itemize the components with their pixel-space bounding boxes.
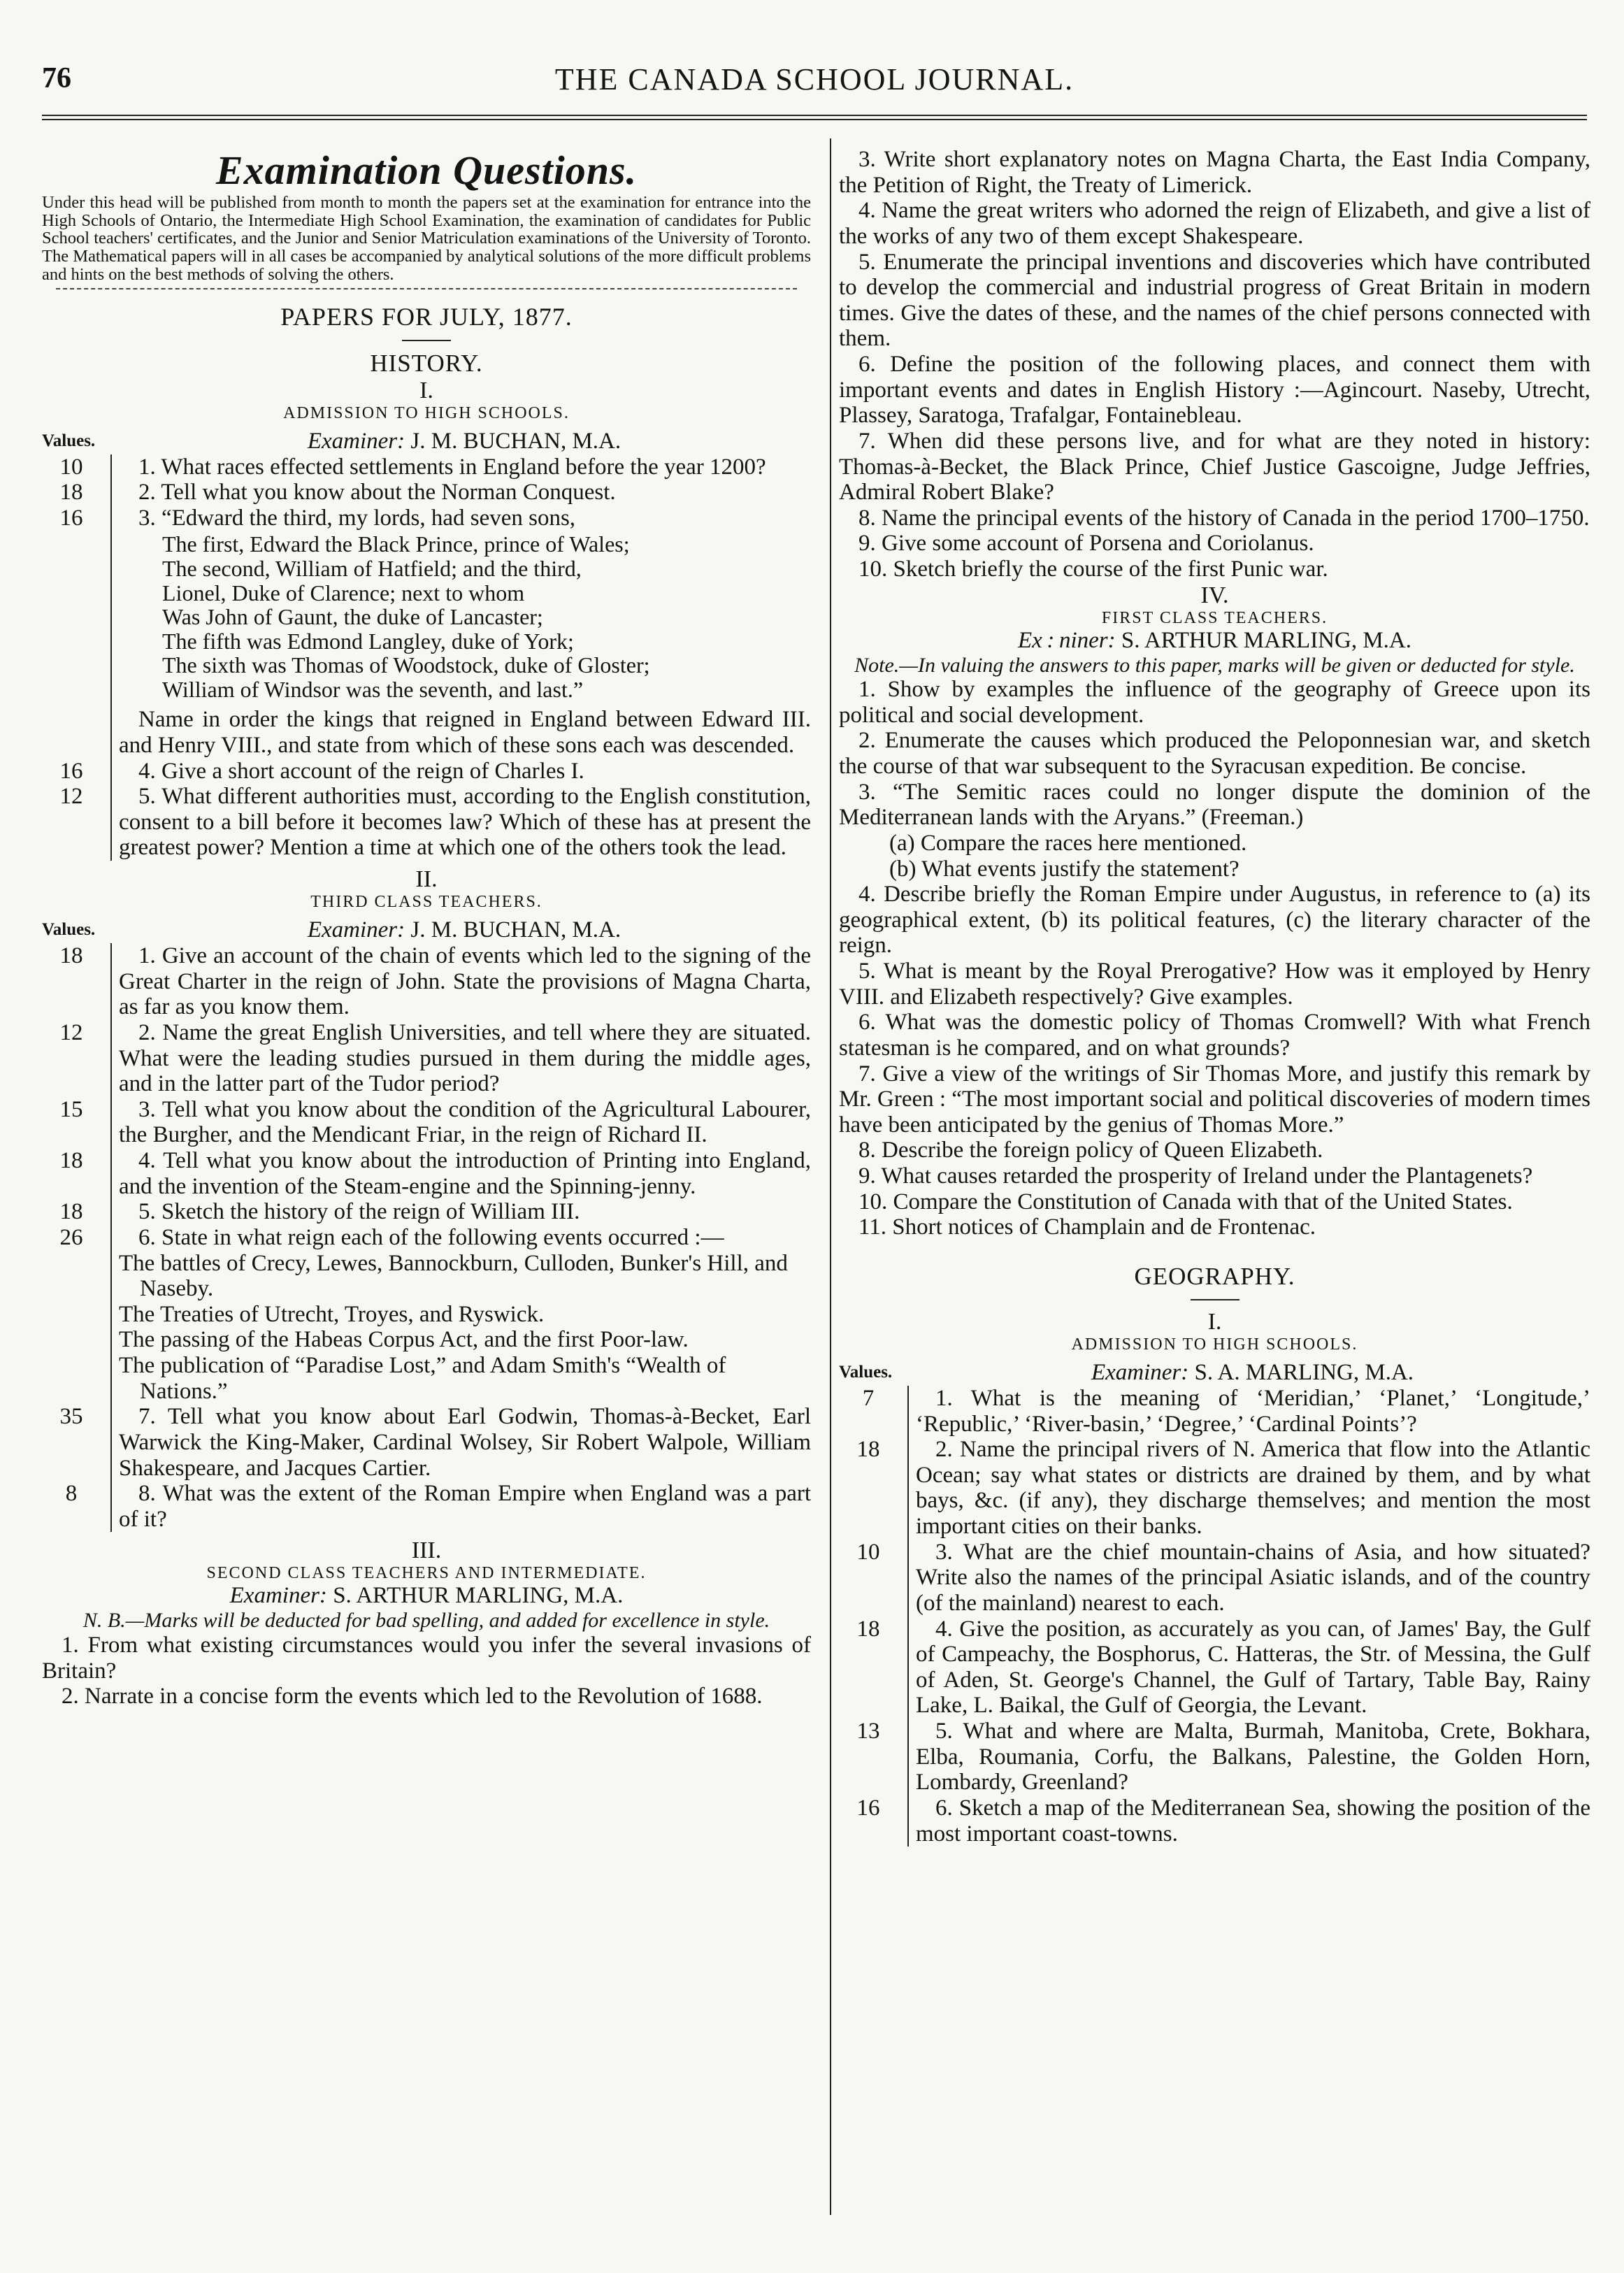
question: 7. When did these persons live, and for what are they noted in history: Thomas-à-Becket, the Black Prince, Chief Justice Gascoigne, Judge Jeffries, Admiral Robert Blake? xyxy=(839,428,1590,505)
question-value: 18 xyxy=(59,480,83,505)
values-label: Values. xyxy=(42,431,96,450)
history-section-1-audience: ADMISSION TO HIGH SCHOOLS. xyxy=(283,403,570,422)
question: 4. Describe briefly the Roman Empire under Augustus, in reference to (a) its geographical extent, (b) its political features, (c) the literary character of the reign. xyxy=(839,882,1590,959)
examiner-label: Examiner: xyxy=(307,428,405,454)
poem-line: 3. “Edward the third, my lords, had seven sons, xyxy=(138,505,576,531)
examiner-name: J. M. BUCHAN, M.A. xyxy=(410,428,621,454)
question-value: 18 xyxy=(59,943,83,969)
examiner-line xyxy=(839,628,1590,654)
question-value: 12 xyxy=(59,1019,83,1045)
history-section-2-questions xyxy=(42,917,811,1532)
history-section-2-numeral: II. xyxy=(415,866,438,893)
examiner-label: Examiner: xyxy=(307,917,405,943)
question-value: 18 xyxy=(59,1199,83,1225)
history-section-1-questions xyxy=(42,429,811,861)
question: 9. Give some account of Porsena and Coriolanus. xyxy=(858,531,1314,557)
question: 7. Give a view of the writings of Sir Thomas More, and justify this remark by Mr. Green : “The most important social and political discoveries of modern times have been anticipated by the genius of Thomas More.” xyxy=(839,1061,1590,1138)
question-value: 10 xyxy=(59,454,83,480)
question: 1. Show by examples the influence of the geography of Greece upon its political and social development. xyxy=(839,677,1590,728)
values-label: Values. xyxy=(42,920,96,940)
poem-line: Lionel, Duke of Clarence; next to whom xyxy=(162,580,525,605)
question: 6. State in what reign each of the following events occurred :— xyxy=(138,1224,724,1250)
question: 4. Give the position, as accurately as you can, of James' Bay, the Gulf of Campeachy, the Bosphorus, C. Hatteras, the Str. of Messina, the Gulf of Aden, St. George's Channel, the Gulf of Tartary, Table Bay, Rainy Lake, L. Baikal, the Gulf of Georgia, the Levant. xyxy=(916,1616,1590,1719)
examiner-line xyxy=(117,917,811,943)
question-value: 8 xyxy=(65,1481,78,1507)
question: 8. Describe the foreign policy of Queen Elizabeth. xyxy=(858,1138,1323,1163)
event-item: The battles of Crecy, Lewes, Bannockburn, Culloden, Bunker's Hill, and Naseby. xyxy=(119,1250,788,1302)
header-rule-thin xyxy=(42,119,1587,120)
section-note: N. B.—Marks will be deducted for bad spelling, and added for excellence in style. xyxy=(82,1609,770,1633)
question-value: 26 xyxy=(59,1224,83,1250)
question: 5. What is meant by the Royal Prerogative? How was it employed by Henry VIII. and Elizabeth respectively? Give examples. xyxy=(839,959,1590,1010)
question: 8. What was the extent of the Roman Empire when England was a part of it? xyxy=(119,1481,811,1532)
question: 8. Name the principal events of the history of Canada in the period 1700–1750. xyxy=(858,505,1590,531)
sub-question: (b) What events justify the statement? xyxy=(889,856,1239,882)
question: 3. “The Semitic races could no longer dispute the dominion of the Mediterranean lands with the Aryans.” (Freeman.) xyxy=(839,779,1590,831)
poem-line: William of Windsor was the seventh, and last.” xyxy=(162,676,584,702)
examiner-name: J. M. BUCHAN, M.A. xyxy=(410,917,621,943)
section-heading: Examination Questions. xyxy=(215,148,638,193)
geography-section-1-questions xyxy=(839,1360,1590,1847)
question: 9. What causes retarded the prosperity of Ireland under the Plantagenets? xyxy=(858,1163,1533,1189)
column-divider xyxy=(830,138,831,2215)
examiner-line xyxy=(117,429,811,454)
question: 10. Sketch briefly the course of the first Punic war. xyxy=(858,557,1328,582)
question: 3. What are the chief mountain-chains of Asia, and how situated? Write also the names of the principal Asiatic islands, and of the country (of the mainland) nearest to each. xyxy=(916,1539,1590,1616)
question: 2. Narrate in a concise form the events which led to the Revolution of 1688. xyxy=(62,1684,763,1709)
geography-section-1-audience: ADMISSION TO HIGH SCHOOLS. xyxy=(1071,1335,1358,1354)
question: 5. Enumerate the principal inventions and discoveries which have contributed to develop the commercial and industrial progress of Great Britain in modern times. Give the dates of these, and the names of the chief persons connected with them. xyxy=(839,249,1590,352)
history-section-2-audience: THIRD CLASS TEACHERS. xyxy=(310,893,542,912)
question-value: 18 xyxy=(856,1616,880,1642)
question: 2. Name the principal rivers of N. America that flow into the Atlantic Ocean; say what states or districts are drained by them, and by what bays, &c. (if any), they discharge themselves; and mention the most important cities on their banks. xyxy=(916,1437,1590,1540)
poem-line: Was John of Gaunt, the duke of Lancaster; xyxy=(162,604,543,630)
geography-section-1-numeral: I. xyxy=(1207,1308,1222,1335)
question: 4. Give a short account of the reign of Charles I. xyxy=(138,758,584,784)
papers-title: PAPERS FOR JULY, 1877. xyxy=(280,302,573,331)
examiner-name: S. ARTHUR MARLING, M.A. xyxy=(333,1583,624,1609)
question-value: 13 xyxy=(856,1719,880,1744)
header-rule xyxy=(42,115,1587,116)
question-value: 12 xyxy=(59,784,83,810)
question: 4. Name the great writers who adorned the reign of Elizabeth, and give a list of the works of any two of them except Shakespeare. xyxy=(839,198,1590,249)
event-item: The passing of the Habeas Corpus Act, and the first Poor-law. xyxy=(119,1327,689,1353)
history-title: HISTORY. xyxy=(370,349,483,377)
question: 3. Tell what you know about the condition of the Agricultural Labourer, the Burgher, and the Mendicant Friar, in the reign of Richard II. xyxy=(119,1096,811,1148)
question: 5. Sketch the history of the reign of William III. xyxy=(138,1199,580,1225)
event-item: The publication of “Paradise Lost,” and Adam Smith's “Wealth of Nations.” xyxy=(119,1353,726,1404)
examiner-name: S. ARTHUR MARLING, M.A. xyxy=(1121,627,1412,653)
dashed-separator xyxy=(56,288,797,289)
question: 6. Define the position of the following places, and connect them with important events and dates in English History :—Agincourt. Naseby, Utrecht, Plassey, Saratoga, Trafalgar, Fontainebleau. xyxy=(839,352,1590,429)
question-value: 35 xyxy=(59,1404,83,1430)
page-header xyxy=(42,62,1587,103)
question-continuation: Name in order the kings that reigned in England between Edward III. and Henry VIII., and state from which of these sons each was descended. xyxy=(119,707,811,758)
page-number: 76 xyxy=(42,62,71,94)
question: 5. What and where are Malta, Burmah, Manitoba, Crete, Bokhara, Elba, Roumania, Corfu, the Balkans, Palestine, the Golden Horn, Lombardy, Greenland? xyxy=(916,1719,1590,1795)
short-rule xyxy=(1191,1299,1239,1300)
history-section-4-numeral: IV. xyxy=(1200,582,1229,608)
values-label: Values. xyxy=(839,1362,893,1382)
question: 2. Name the great English Universities, and tell where they are situated. What were the leading studies pursued in them during the middle ages, and in the latter part of the Tudor period? xyxy=(119,1019,811,1097)
short-rule xyxy=(402,340,451,341)
history-section-1-numeral: I. xyxy=(419,377,433,403)
geography-title: GEOGRAPHY. xyxy=(1134,1262,1295,1290)
question: 1. What races effected settlements in England before the year 1200? xyxy=(138,454,766,480)
question-value: 7 xyxy=(862,1385,875,1411)
poem xyxy=(162,532,811,701)
left-column xyxy=(42,147,811,1709)
history-section-4-audience: FIRST CLASS TEACHERS. xyxy=(1101,608,1328,627)
question-value: 18 xyxy=(59,1148,83,1174)
examiner-label: Examiner: xyxy=(229,1583,327,1609)
question-value: 16 xyxy=(59,758,83,784)
right-column xyxy=(839,147,1590,1852)
question: 6. Sketch a map of the Mediterranean Sea, showing the position of the most important coast-towns. xyxy=(916,1795,1590,1847)
poem-line: The first, Edward the Black Prince, prince of Wales; xyxy=(162,531,630,557)
question: 10. Compare the Constitution of Canada with that of the United States. xyxy=(858,1189,1513,1214)
question-value: 10 xyxy=(856,1539,880,1565)
question: 1. From what existing circumstances would you infer the several invasions of Britain? xyxy=(42,1633,811,1684)
intro-paragraph: Under this head will be published from month to month the papers set at the examination for entrance into the High Schools of Ontario, the Intermediate High School Examination, the examination of candidates for Public School teachers' certificates, and the Junior and Senior Matriculation examinations of the University of Toronto. The Mathematical papers will in all cases be accompanied by analytical solutions of the more difficult problems and hints on the best methods of solving the others. xyxy=(42,193,811,284)
poem-line: The second, William of Hatfield; and the third, xyxy=(162,556,582,582)
history-section-3-numeral: III. xyxy=(411,1537,442,1564)
event-item: The Treaties of Utrecht, Troyes, and Ryswick. xyxy=(119,1301,545,1327)
poem-line: The fifth was Edmond Langley, duke of York; xyxy=(162,628,574,654)
question: 6. What was the domestic policy of Thomas Cromwell? With what French statesman is he compared, and on what grounds? xyxy=(839,1010,1590,1061)
question: 3. Write short explanatory notes on Magna Charta, the East India Company, the Petition of Right, the Treaty of Limerick. xyxy=(839,147,1590,198)
question-value: 18 xyxy=(856,1437,880,1463)
examiner-line xyxy=(914,1360,1590,1386)
poem-line: The sixth was Thomas of Woodstock, duke of Gloster; xyxy=(162,652,650,678)
question: 7. Tell what you know about Earl Godwin, Thomas-à-Becket, Earl Warwick the King-Maker, Cardinal Wolsey, Sir Robert Walpole, William Shakespeare, and Jacques Cartier. xyxy=(119,1404,811,1481)
question-value: 16 xyxy=(856,1795,880,1821)
question: 2. Tell what you know about the Norman Conquest. xyxy=(138,480,616,505)
question: 5. What different authorities must, according to the English constitution, consent to a bill before it becomes law? Which of these has at present the greatest power? Mention a time at which one of the others took the lead. xyxy=(119,784,811,861)
journal-title: THE CANADA SCHOOL JOURNAL. xyxy=(554,62,1075,96)
examiner-name: S. A. MARLING, M.A. xyxy=(1194,1359,1414,1385)
sub-question: (a) Compare the races here mentioned. xyxy=(889,830,1247,856)
question: 2. Enumerate the causes which produced the Peloponnesian war, and sketch the course of that war subsequent to the Syracusan expedition. Be concise. xyxy=(839,728,1590,780)
question: 4. Tell what you know about the introduction of Printing into England, and the invention of the Steam-engine and the Spinning-jenny. xyxy=(119,1148,811,1199)
question: 1. What is the meaning of ‘Meridian,’ ‘Planet,’ ‘Longitude,’ ‘Republic,’ ‘River-basin,’ ‘Degree,’ ‘Cardinal Points’? xyxy=(916,1385,1590,1437)
question-value: 16 xyxy=(59,505,83,531)
question-value: 15 xyxy=(59,1096,83,1122)
examiner-label: Examiner: xyxy=(1091,1359,1189,1385)
examiner-line xyxy=(42,1583,811,1609)
question: 1. Give an account of the chain of events which led to the signing of the Great Charter in the reign of John. State the provisions of Magna Charta, as far as you know them. xyxy=(119,943,811,1020)
examiner-label: Ex : niner: xyxy=(1017,627,1116,653)
history-section-3-audience: SECOND CLASS TEACHERS AND INTERMEDIATE. xyxy=(206,1564,647,1583)
question: 11. Short notices of Champlain and de Frontenac. xyxy=(858,1214,1316,1240)
section-note: Note.—In valuing the answers to this paper, marks will be given or deducted for style. xyxy=(854,653,1575,677)
